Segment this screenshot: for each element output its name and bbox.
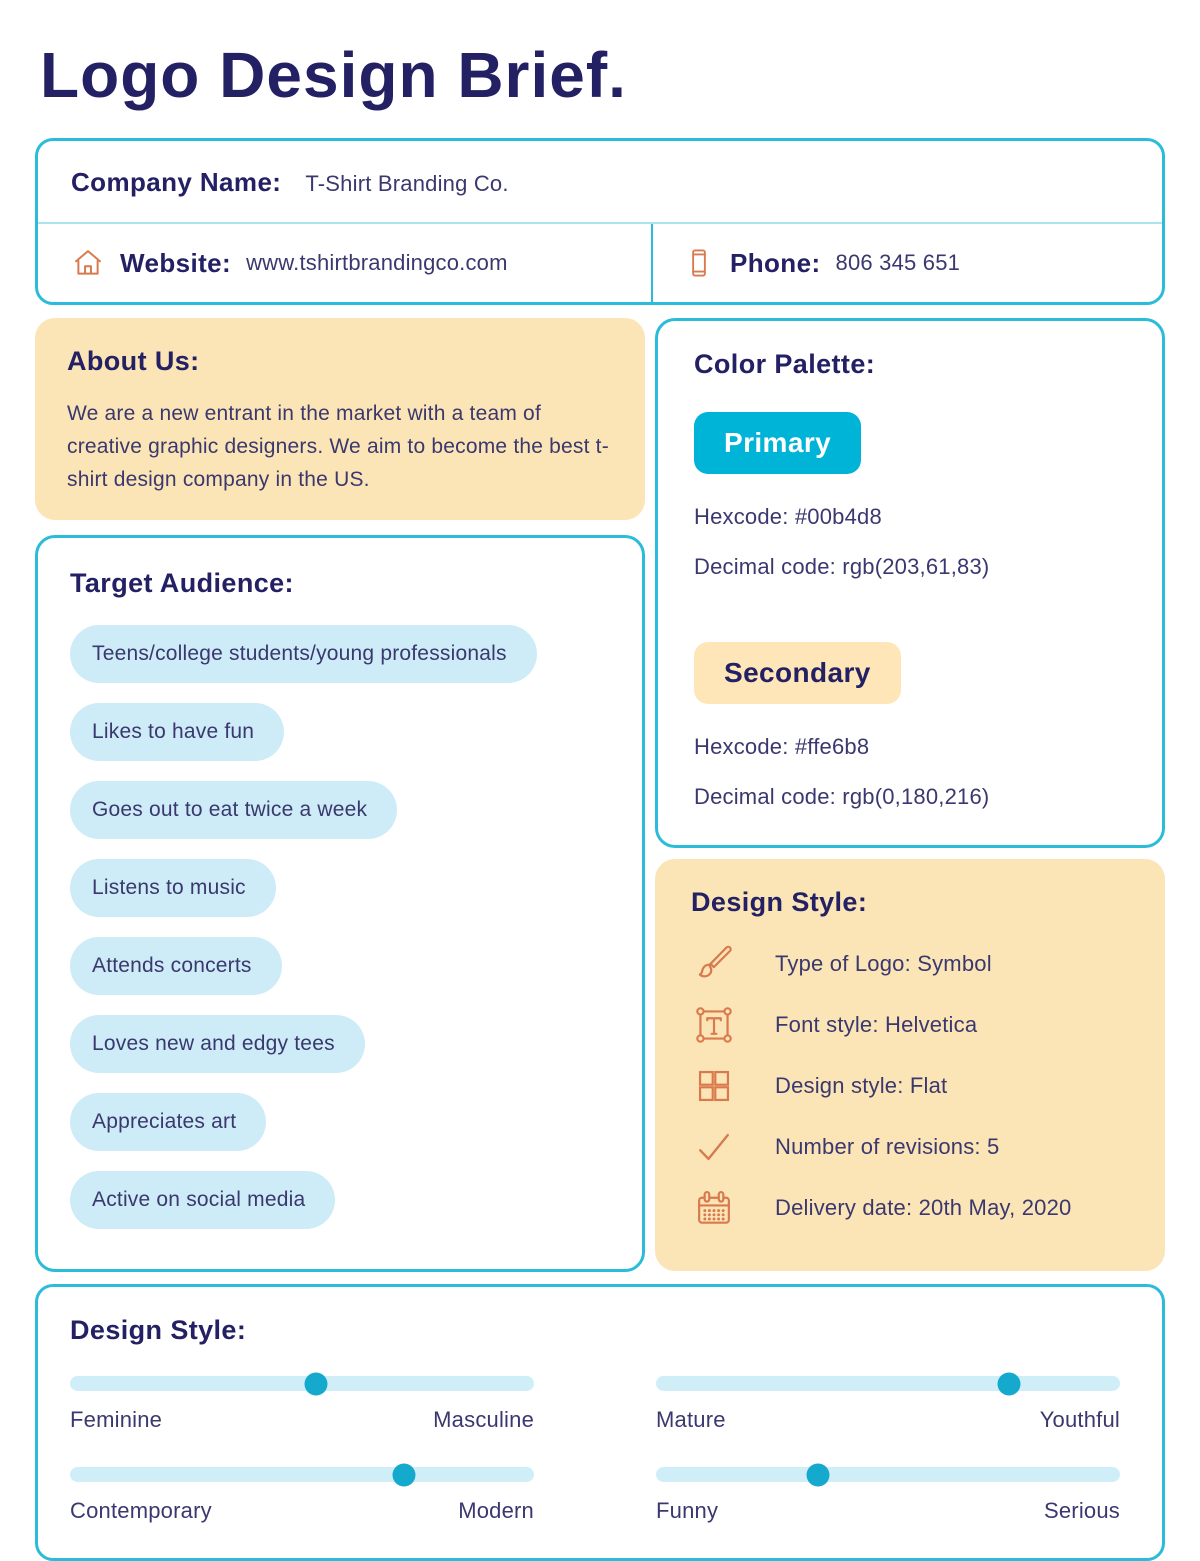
audience-tag: Attends concerts: [70, 937, 282, 995]
primary-hexcode: Hexcode: #00b4d8: [694, 504, 882, 529]
audience-tag: Appreciates art: [70, 1093, 266, 1151]
slider-thumb[interactable]: [997, 1372, 1020, 1395]
slider-track[interactable]: [656, 1467, 1120, 1482]
about-heading: About Us:: [67, 346, 200, 376]
paintbrush-icon: [691, 942, 737, 986]
design-style-row: [691, 1186, 1129, 1230]
audience-tag: Likes to have fun: [70, 703, 284, 761]
website-label: Website:: [120, 247, 232, 278]
slider-thumb[interactable]: [393, 1463, 416, 1486]
contact-row: [38, 224, 1162, 302]
company-row: [38, 141, 1162, 222]
slider-grid: [70, 1376, 1130, 1524]
slider-thumb[interactable]: [304, 1372, 327, 1395]
slider-label-right: Serious: [1044, 1498, 1120, 1523]
design-style-row: [691, 942, 1129, 986]
grid-icon: [691, 1064, 737, 1108]
design-style-text: Design style: Flat: [775, 1073, 948, 1098]
slider-thumb[interactable]: [807, 1463, 830, 1486]
page-title: Logo Design Brief.: [40, 39, 627, 111]
design-style-row: [691, 1064, 1129, 1108]
audience-tag: Active on social media: [70, 1171, 335, 1229]
checkmark-icon: [691, 1125, 737, 1169]
design-style-text: Type of Logo: Symbol: [775, 951, 992, 976]
slider-funny-serious[interactable]: [656, 1467, 1120, 1524]
company-name-label: Company Name:: [71, 167, 282, 197]
slider-track[interactable]: [70, 1467, 534, 1482]
website-cell: [38, 224, 651, 302]
color-palette-card: [655, 318, 1165, 848]
home-icon: [71, 246, 105, 280]
design-style-heading: Design Style:: [691, 887, 868, 917]
company-card: [35, 138, 1165, 305]
color-palette-heading: Color Palette:: [694, 349, 876, 379]
slider-label-right: Masculine: [433, 1407, 534, 1432]
slider-label-left: Mature: [656, 1407, 726, 1432]
website-value[interactable]: www.tshirtbrandingco.com: [246, 250, 508, 275]
audience-tag: Goes out to eat twice a week: [70, 781, 397, 839]
primary-color-swatch: Primary: [694, 412, 861, 474]
target-audience-heading: Target Audience:: [70, 568, 294, 598]
about-text: We are a new entrant in the market with a team of creative graphic designers. We aim to become the best t-shirt design company in the US.: [67, 402, 609, 492]
secondary-hexcode: Hexcode: #ffe6b8: [694, 734, 870, 759]
style-sliders-card: [35, 1284, 1165, 1561]
slider-label-left: Feminine: [70, 1407, 163, 1432]
secondary-decimal-code: Decimal code: rgb(0,180,216): [694, 784, 990, 809]
font-icon: [691, 1003, 737, 1047]
design-style-row: [691, 1003, 1129, 1047]
design-style-row: [691, 1125, 1129, 1169]
phone-icon: [683, 246, 715, 280]
slider-label-left: Contemporary: [70, 1498, 212, 1523]
design-style-text: Number of revisions: 5: [775, 1134, 1000, 1159]
about-card: [35, 318, 645, 520]
slider-label-left: Funny: [656, 1498, 719, 1523]
slider-label-right: Youthful: [1039, 1407, 1120, 1432]
audience-tag-list: [70, 625, 610, 1229]
design-style-text: Delivery date: 20th May, 2020: [775, 1195, 1072, 1220]
target-audience-card: [35, 535, 645, 1272]
phone-cell: [651, 224, 1162, 302]
slider-contemporary-modern[interactable]: [70, 1467, 534, 1524]
audience-tag: Listens to music: [70, 859, 276, 917]
design-style-list: [691, 942, 1129, 1230]
slider-feminine-masculine[interactable]: [70, 1376, 534, 1433]
primary-decimal-code: Decimal code: rgb(203,61,83): [694, 554, 990, 579]
phone-label: Phone:: [730, 247, 821, 278]
slider-label-right: Modern: [458, 1498, 534, 1523]
slider-track[interactable]: [656, 1376, 1120, 1391]
style-sliders-heading: Design Style:: [70, 1315, 247, 1345]
audience-tag: Loves new and edgy tees: [70, 1015, 365, 1073]
company-name-value: T-Shirt Branding Co.: [305, 171, 509, 196]
calendar-icon: [691, 1186, 737, 1230]
slider-track[interactable]: [70, 1376, 534, 1391]
phone-value: 806 345 651: [835, 250, 961, 275]
design-style-text: Font style: Helvetica: [775, 1012, 978, 1037]
audience-tag: Teens/college students/young professionals: [70, 625, 537, 683]
slider-mature-youthful[interactable]: [656, 1376, 1120, 1433]
design-style-card: [655, 859, 1165, 1271]
secondary-color-swatch: Secondary: [694, 642, 901, 704]
